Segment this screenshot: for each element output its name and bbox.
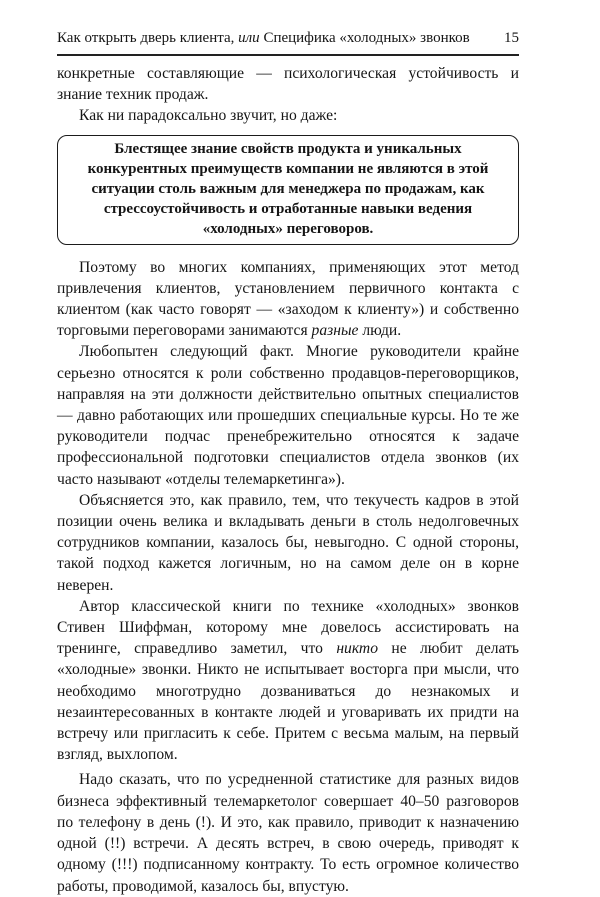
header-title-part1: Как открыть дверь клиента, — [57, 30, 239, 46]
emphasis-text: разные — [311, 322, 359, 340]
paragraph-text: Поэтому во многих компаниях, применяющих этот метод привлечения клиентов, установлением первичного контакта с клиентом (как часто говорят — «заходом к клиенту») и собственно торговыми переговорами занимаются — [57, 258, 519, 340]
paragraph-continuation: конкретные составляющие — психологическая устойчивость и знание техник продаж. — [57, 65, 519, 104]
paragraph: Любопытен следующий факт. Многие руководители крайне серьезно относятся к роли собственно продавцов-переговорщиков, направляя на эти должности действительно опытных специалистов — давно работающих или прошедших специальные курсы. Но те же руководители подчас пренебрежительно относятся к задаче профессиональной подготовки специалистов отдела звонков (их часто называют «отделы телемаркетинга»). — [57, 343, 519, 488]
paragraph-text: Автор классической книги по технике «холодных» звонков Стивен Шиффман, которому мне довелось ассистировать на тренинге, справедливо заметил, что — [57, 597, 519, 658]
emphasis-text: никто — [336, 640, 378, 658]
page-number: 15 — [504, 30, 519, 46]
paragraph: Надо сказать, что по усредненной статистике для разных видов бизнеса эффективный телемаркетолог совершает 40–50 разговоров по телефону в день (!). И это, как правило, приводит к назначению одной (!!) встречи. А десять встреч, в свою очередь, приводят к одному (!!!) подписанному контракту. То есть огромное количество работы, проводимой, казалось бы, впустую. — [57, 771, 519, 895]
paragraph — [57, 596, 519, 766]
callout-box: Блестящее знание свойств продукта и уникальных конкурентных преимуществ компании не являются в этой ситуации столь важным для менеджера по продажам, как стрессоустойчивость и отработанные навыки ведения «холодных» переговоров. — [57, 135, 519, 245]
header-title-part2: Специфика «холодных» звонков — [259, 30, 470, 46]
header-rule — [57, 54, 519, 56]
running-header-title — [57, 30, 470, 47]
paragraph-text: люди. — [358, 322, 402, 340]
page-body — [57, 63, 519, 897]
paragraph-text: не любит делать «холодные» звонки. Никто не испытывает восторга при мысли, что необходимо многотрудно дозваниваться до незнакомых и незаинтересованных в контакте людей и уговаривать их придти на встречу или пригласить к себе. Притем с весьма малым, на первый взгляд, выхлопом. — [57, 640, 519, 764]
running-header — [57, 30, 519, 54]
paragraph-lead-in: Как ни парадоксально звучит, но даже: — [79, 107, 338, 125]
header-title-italic: или — [238, 30, 260, 46]
paragraph — [57, 257, 519, 342]
paragraph: Объясняется это, как правило, тем, что текучесть кадров в этой позиции очень велика и вкладывать деньги в столь недолговечных сотрудников компании, казалось бы, невыгодно. С одной стороны, такой подход кажется логичным, но на самом деле он в корне неверен. — [57, 491, 519, 594]
